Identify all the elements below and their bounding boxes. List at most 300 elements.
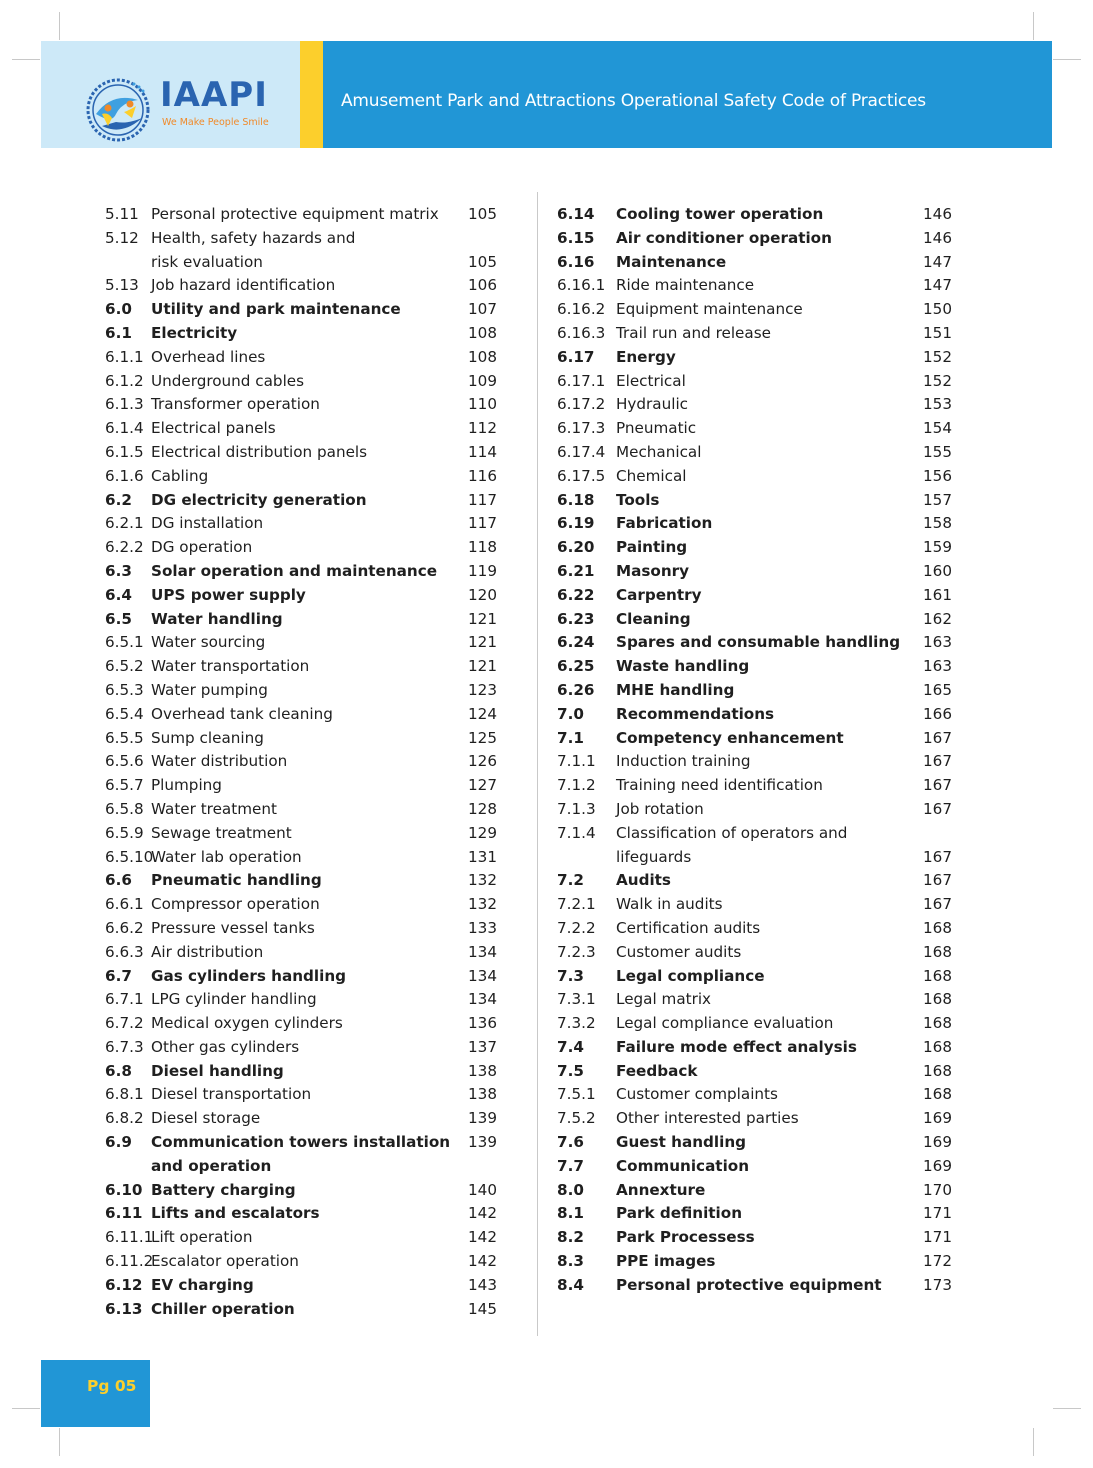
toc-entry-number: 6.8.2: [105, 1109, 144, 1128]
toc-entry[interactable]: [557, 274, 957, 298]
toc-entry-number: 5.13: [105, 276, 139, 295]
toc-entry-number: 8.3: [557, 1252, 584, 1271]
toc-entry[interactable]: [557, 1060, 957, 1084]
toc-entry[interactable]: [105, 1298, 505, 1322]
toc-entry-title: Compressor operation: [151, 895, 320, 914]
toc-entry[interactable]: [105, 941, 505, 965]
toc-entry-page: 167: [923, 799, 952, 818]
toc-entry-title: Chemical: [616, 466, 687, 485]
toc-entry-page: 133: [468, 918, 497, 937]
toc-entry-title: Personal protective equipment matrix: [151, 205, 439, 223]
toc-entry-title: Pneumatic handling: [151, 871, 322, 890]
toc-entry-number: 6.13: [105, 1299, 143, 1318]
toc-entry[interactable]: [557, 1036, 957, 1060]
toc-entry-page: 112: [468, 419, 497, 438]
toc-entry-title: Lifts and escalators: [151, 1204, 320, 1223]
toc-entry-number: 6.5.5: [105, 728, 144, 747]
toc-entry[interactable]: [557, 346, 957, 370]
toc-entry-number: 6.17.3: [557, 419, 606, 438]
toc-entry-title: Sump cleaning: [151, 728, 264, 747]
toc-entry-number: 6.14: [557, 205, 595, 223]
toc-entry-page: 163: [923, 657, 952, 676]
toc-entry-title: Cabling: [151, 466, 209, 485]
toc-entry-title: Lift operation: [151, 1228, 253, 1247]
toc-entry-page: 124: [468, 704, 497, 723]
toc-entry-title: Classification of operators and: [616, 823, 848, 842]
toc-entry[interactable]: [105, 417, 505, 441]
toc-entry-title: Water sourcing: [151, 633, 266, 652]
crop-mark: [59, 1428, 60, 1456]
toc-entry-title: Training need identification: [616, 776, 823, 795]
toc-entry[interactable]: [557, 512, 957, 536]
toc-entry[interactable]: [105, 203, 505, 227]
toc-entry-title: Diesel handling: [151, 1061, 284, 1080]
toc-entry-title: Diesel storage: [151, 1109, 261, 1128]
toc-entry-number: 6.17: [557, 347, 595, 366]
toc-entry[interactable]: [557, 893, 957, 917]
document-title: Amusement Park and Attractions Operational Safety Code of Practices: [341, 91, 926, 111]
toc-entry-title: Tools: [616, 490, 660, 509]
toc-entry-number: 7.2.1: [557, 895, 596, 914]
toc-entry[interactable]: [105, 536, 505, 560]
toc-entry[interactable]: [105, 512, 505, 536]
toc-entry-title: Mechanical: [616, 442, 702, 461]
toc-entry-page: 117: [468, 514, 497, 533]
toc-entry-number: 6.17.4: [557, 442, 606, 461]
toc-entry[interactable]: [105, 1107, 505, 1131]
toc-entry-number: 7.2.2: [557, 918, 596, 937]
toc-entry[interactable]: [557, 869, 957, 893]
toc-entry-page: 136: [468, 1014, 497, 1033]
toc-entry[interactable]: [557, 1131, 957, 1155]
toc-entry-page: 110: [468, 395, 497, 414]
toc-entry[interactable]: [557, 774, 957, 798]
toc-entry-number: 7.1.2: [557, 776, 596, 795]
toc-entry-title: Customer audits: [616, 942, 742, 961]
toc-entry-title: Water treatment: [151, 799, 277, 818]
toc-entry-number: 8.4: [557, 1275, 584, 1294]
toc-entry[interactable]: [557, 465, 957, 489]
toc-entry-title: Water pumping: [151, 680, 268, 699]
toc-entry[interactable]: [105, 655, 505, 679]
toc-entry-number: 8.0: [557, 1180, 584, 1199]
toc-entry[interactable]: [557, 1107, 957, 1131]
toc-entry[interactable]: [105, 1202, 505, 1226]
toc-entry-number: 6.2.1: [105, 514, 144, 533]
toc-entry-number: 7.5: [557, 1061, 584, 1080]
page-number: Pg 05: [87, 1377, 137, 1395]
toc-entry-page: 116: [468, 466, 497, 485]
toc-entry-title: Air conditioner operation: [616, 228, 832, 247]
toc-entry-title: Transformer operation: [151, 395, 320, 414]
toc-entry-page: 137: [468, 1037, 497, 1056]
toc-entry-page: 139: [468, 1109, 497, 1128]
toc-entry[interactable]: [105, 1250, 505, 1274]
toc-entry[interactable]: [105, 1012, 505, 1036]
toc-entry[interactable]: [557, 1012, 957, 1036]
toc-entry[interactable]: [105, 798, 505, 822]
toc-entry-title: Certification audits: [616, 918, 761, 937]
toc-entry-title: MHE handling: [616, 680, 735, 699]
toc-entry[interactable]: [105, 1036, 505, 1060]
toc-entry-title: Carpentry: [616, 585, 702, 604]
toc-entry[interactable]: [105, 846, 505, 870]
logo-tagline: We Make People Smile: [162, 117, 269, 128]
toc-entry-title: risk evaluation: [151, 252, 263, 271]
toc-entry-title: Cleaning: [616, 609, 691, 628]
toc-entry-page: 134: [468, 966, 497, 985]
toc-entry-number: 7.1.1: [557, 752, 596, 771]
toc-entry-number: 6.12: [105, 1275, 143, 1294]
toc-entry-page: 153: [923, 395, 952, 414]
toc-entry-page: 119: [468, 561, 497, 580]
toc-entry[interactable]: [105, 1226, 505, 1250]
toc-entry-title: Waste handling: [616, 657, 750, 676]
toc-entry[interactable]: [557, 441, 957, 465]
toc-entry[interactable]: [557, 489, 957, 513]
toc-entry[interactable]: [557, 917, 957, 941]
iaapi-logo-icon: [82, 74, 158, 142]
toc-entry-page: 152: [923, 347, 952, 366]
toc-entry-title: Personal protective equipment: [616, 1275, 882, 1294]
toc-entry-number: 6.24: [557, 633, 595, 652]
toc-entry-page: 126: [468, 752, 497, 771]
toc-entry[interactable]: [105, 322, 505, 346]
toc-entry[interactable]: [557, 1250, 957, 1274]
toc-entry-title: Annexture: [616, 1180, 706, 1199]
toc-entry[interactable]: [557, 251, 957, 275]
toc-entry-number: 6.11.2: [105, 1252, 154, 1271]
toc-entry-title: EV charging: [151, 1275, 254, 1294]
toc-entry-page: 131: [468, 847, 497, 866]
toc-entry-title: PPE images: [616, 1252, 716, 1271]
toc-entry-page: 109: [468, 371, 497, 390]
toc-entry-title: Spares and consumable handling: [616, 633, 901, 652]
toc-entry[interactable]: [105, 703, 505, 727]
toc-entry-number: 6.2.2: [105, 538, 144, 557]
toc-entry-number: 7.1.4: [557, 823, 596, 842]
toc-entry-number: 6.7.3: [105, 1037, 144, 1056]
toc-entry-number: 6.5.2: [105, 657, 144, 676]
toc-entry-title: Legal compliance: [616, 966, 765, 985]
toc-entry-page: 168: [923, 1014, 952, 1033]
toc-entry-number: 6.7: [105, 966, 132, 985]
toc-entry[interactable]: [105, 298, 505, 322]
toc-entry-title: Electrical: [616, 371, 686, 390]
toc-entry[interactable]: [105, 965, 505, 989]
toc-entry-title: Cooling tower operation: [616, 205, 824, 223]
toc-entry-number: 6.19: [557, 514, 595, 533]
toc-entry[interactable]: [105, 727, 505, 751]
toc-entry-number: 6.4: [105, 585, 132, 604]
toc-entry-page: 167: [923, 847, 952, 866]
toc-entry-page: 155: [923, 442, 952, 461]
toc-entry-number: 6.9: [105, 1133, 132, 1152]
toc-entry[interactable]: [557, 417, 957, 441]
toc-entry-page: 129: [468, 823, 497, 842]
toc-entry-page: 134: [468, 990, 497, 1009]
toc-entry-page: 173: [923, 1275, 952, 1294]
toc-entry-title: Walk in audits: [616, 895, 723, 914]
toc-entry-page: 159: [923, 538, 952, 557]
toc-entry-title: Escalator operation: [151, 1252, 299, 1271]
toc-entry-number: 8.2: [557, 1228, 584, 1247]
toc-entry-page: 105: [468, 205, 497, 223]
toc-entry-title: Underground cables: [151, 371, 305, 390]
toc-entry-title: Water handling: [151, 609, 283, 628]
toc-entry-title: Trail run and release: [616, 323, 771, 342]
toc-entry[interactable]: [105, 1155, 505, 1179]
toc-entry[interactable]: [105, 393, 505, 417]
toc-entry-number: 6.6.1: [105, 895, 144, 914]
crop-mark: [59, 12, 60, 40]
toc-entry[interactable]: [557, 1202, 957, 1226]
toc-entry-title: Chiller operation: [151, 1299, 295, 1318]
toc-entry-page: 118: [468, 538, 497, 557]
toc-entry-title: Competency enhancement: [616, 728, 844, 747]
toc-entry[interactable]: [557, 631, 957, 655]
toc-entry[interactable]: [557, 608, 957, 632]
toc-entry-number: 6.26: [557, 680, 595, 699]
toc-entry[interactable]: [557, 298, 957, 322]
toc-entry[interactable]: [105, 869, 505, 893]
toc-entry[interactable]: [105, 750, 505, 774]
toc-entry-number: 6.2: [105, 490, 132, 509]
toc-entry-page: 128: [468, 799, 497, 818]
crop-mark: [1053, 1408, 1081, 1409]
toc-entry-number: 7.7: [557, 1156, 584, 1175]
toc-entry-number: 6.16.2: [557, 300, 606, 319]
toc-entry-page: 114: [468, 442, 497, 461]
toc-entry-page: 140: [468, 1180, 497, 1199]
toc-entry[interactable]: [557, 679, 957, 703]
toc-entry[interactable]: [557, 798, 957, 822]
toc-entry-title: Communication: [616, 1156, 750, 1175]
toc-entry-page: 168: [923, 1037, 952, 1056]
toc-entry-title: Water transportation: [151, 657, 310, 676]
toc-entry-title: lifeguards: [616, 847, 692, 866]
toc-entry-number: 7.5.2: [557, 1109, 596, 1128]
toc-entry-number: 7.3.1: [557, 990, 596, 1009]
toc-entry[interactable]: [105, 631, 505, 655]
toc-entry[interactable]: [105, 584, 505, 608]
toc-entry-number: 7.3: [557, 966, 584, 985]
crop-mark: [12, 59, 40, 60]
toc-entry-page: 105: [468, 252, 497, 271]
toc-entry-page: 147: [923, 252, 952, 271]
toc-entry-number: 6.17.2: [557, 395, 606, 414]
toc-entry[interactable]: [557, 560, 957, 584]
toc-entry[interactable]: [557, 1155, 957, 1179]
toc-entry[interactable]: [557, 941, 957, 965]
toc-entry-page: 165: [923, 680, 952, 699]
toc-entry-page: 142: [468, 1252, 497, 1271]
toc-entry-page: 108: [468, 347, 497, 366]
toc-entry-number: 6.11.1: [105, 1228, 154, 1247]
toc-entry[interactable]: [105, 1083, 505, 1107]
toc-entry-number: 6.8.1: [105, 1085, 144, 1104]
toc-entry-title: Induction training: [616, 752, 751, 771]
toc-entry-number: 7.5.1: [557, 1085, 596, 1104]
toc-entry-page: 146: [923, 205, 952, 223]
crop-mark: [1033, 12, 1034, 40]
toc-entry-title: Park Processess: [616, 1228, 755, 1247]
toc-entry[interactable]: [105, 774, 505, 798]
toc-entry-page: 157: [923, 490, 952, 509]
toc-entry-page: 125: [468, 728, 497, 747]
toc-entry-title: Plumping: [151, 776, 222, 795]
toc-entry-number: 7.1: [557, 728, 584, 747]
toc-entry-title: Diesel transportation: [151, 1085, 312, 1104]
toc-entry-page: 107: [468, 300, 497, 319]
toc-entry-number: 6.1.5: [105, 442, 144, 461]
toc-entry[interactable]: [105, 917, 505, 941]
toc-entry-title: LPG cylinder handling: [151, 990, 317, 1009]
toc-entry-page: 169: [923, 1156, 952, 1175]
toc-entry-page: 168: [923, 918, 952, 937]
toc-entry-number: 6.7.2: [105, 1014, 144, 1033]
toc-entry-page: 163: [923, 633, 952, 652]
toc-entry-title: Audits: [616, 871, 671, 890]
toc-entry-number: 7.2.3: [557, 942, 596, 961]
toc-entry-number: 6.5.8: [105, 799, 144, 818]
toc-entry-page: 158: [923, 514, 952, 533]
toc-entry-title: UPS power supply: [151, 585, 306, 604]
toc-entry-page: 139: [468, 1133, 497, 1152]
toc-entry[interactable]: [557, 227, 957, 251]
toc-entry[interactable]: [557, 393, 957, 417]
toc-entry-page: 146: [923, 228, 952, 247]
toc-entry[interactable]: [557, 1226, 957, 1250]
toc-entry-number: 6.5.6: [105, 752, 144, 771]
toc-entry-title: Customer complaints: [616, 1085, 778, 1104]
toc-entry-title: Failure mode effect analysis: [616, 1037, 857, 1056]
toc-entry-number: 6.16: [557, 252, 595, 271]
toc-entry-title: Other gas cylinders: [151, 1037, 300, 1056]
toc-entry-title: Job hazard identification: [151, 276, 336, 295]
toc-entry-page: 168: [923, 942, 952, 961]
toc-entry[interactable]: [557, 750, 957, 774]
toc-entry-page: 154: [923, 419, 952, 438]
toc-entry[interactable]: [105, 441, 505, 465]
toc-entry-number: 6.1.3: [105, 395, 144, 414]
toc-entry-title: Pneumatic: [616, 419, 697, 438]
toc-entry[interactable]: [557, 370, 957, 394]
toc-entry[interactable]: [105, 1060, 505, 1084]
toc-entry[interactable]: [557, 584, 957, 608]
toc-entry[interactable]: [105, 227, 505, 251]
toc-entry-page: 142: [468, 1228, 497, 1247]
toc-entry-number: 6.5.1: [105, 633, 144, 652]
toc-entry-page: 117: [468, 490, 497, 509]
toc-column-left: [105, 203, 505, 1321]
toc-entry-title: Electricity: [151, 323, 238, 342]
toc-entry[interactable]: [557, 988, 957, 1012]
toc-entry-title: Air distribution: [151, 942, 264, 961]
toc-entry-number: 6.0: [105, 300, 132, 319]
toc-entry[interactable]: [105, 822, 505, 846]
crop-mark: [12, 1408, 40, 1409]
toc-entry[interactable]: [105, 988, 505, 1012]
toc-entry[interactable]: [557, 703, 957, 727]
toc-entry[interactable]: [105, 893, 505, 917]
toc-entry-title: Water distribution: [151, 752, 288, 771]
toc-entry-page: 151: [923, 323, 952, 342]
toc-entry-number: 6.16.3: [557, 323, 606, 342]
toc-entry-title: Communication towers installation: [151, 1133, 451, 1152]
toc-entry-title: Equipment maintenance: [616, 300, 803, 319]
toc-entry-number: 6.10: [105, 1180, 143, 1199]
toc-entry[interactable]: [557, 1083, 957, 1107]
toc-entry[interactable]: [105, 489, 505, 513]
toc-entry[interactable]: [557, 822, 957, 846]
toc-entry[interactable]: [557, 203, 957, 227]
toc-entry-number: 6.5: [105, 609, 132, 628]
toc-entry[interactable]: [557, 1274, 957, 1298]
toc-entry[interactable]: [105, 346, 505, 370]
toc-entry-page: 170: [923, 1180, 952, 1199]
toc-entry-page: 138: [468, 1061, 497, 1080]
toc-entry[interactable]: [105, 679, 505, 703]
toc-entry[interactable]: [105, 274, 505, 298]
toc-entry[interactable]: [557, 846, 957, 870]
toc-entry-title: Guest handling: [616, 1133, 747, 1152]
toc-entry[interactable]: [557, 1179, 957, 1203]
toc-entry-title: DG installation: [151, 514, 264, 533]
toc-entry[interactable]: [557, 655, 957, 679]
toc-entry-number: 6.1.2: [105, 371, 144, 390]
toc-entry-page: 171: [923, 1228, 952, 1247]
toc-entry-number: 6.20: [557, 538, 595, 557]
toc-entry[interactable]: [105, 560, 505, 584]
toc-entry[interactable]: [105, 251, 505, 275]
toc-entry-title: Battery charging: [151, 1180, 296, 1199]
toc-entry-page: 108: [468, 323, 497, 342]
toc-entry-page: 142: [468, 1204, 497, 1223]
toc-entry-page: 150: [923, 300, 952, 319]
toc-entry-page: 145: [468, 1299, 497, 1318]
toc-entry-number: 6.7.1: [105, 990, 144, 1009]
toc-entry[interactable]: [105, 370, 505, 394]
toc-entry-title: Masonry: [616, 561, 690, 580]
toc-entry-title: Fabrication: [616, 514, 713, 533]
toc-entry-page: 160: [923, 561, 952, 580]
toc-entry-number: 7.2: [557, 871, 584, 890]
toc-entry-page: 127: [468, 776, 497, 795]
toc-entry-number: 6.5.9: [105, 823, 144, 842]
toc-entry[interactable]: [557, 536, 957, 560]
toc-entry-page: 138: [468, 1085, 497, 1104]
toc-column-right: [557, 203, 957, 1298]
toc-entry-number: 6.16.1: [557, 276, 606, 295]
toc-entry-title: Gas cylinders handling: [151, 966, 346, 985]
toc-entry-page: 172: [923, 1252, 952, 1271]
toc-entry-page: 121: [468, 609, 497, 628]
toc-entry[interactable]: [557, 322, 957, 346]
toc-entry-title: Legal compliance evaluation: [616, 1014, 834, 1033]
toc-entry[interactable]: [105, 1274, 505, 1298]
crop-mark: [1053, 59, 1081, 60]
toc-entry[interactable]: [105, 465, 505, 489]
toc-entry[interactable]: [105, 1131, 505, 1155]
toc-entry-number: 6.1: [105, 323, 132, 342]
toc-entry[interactable]: [557, 727, 957, 751]
toc-entry[interactable]: [105, 608, 505, 632]
toc-entry[interactable]: [105, 1179, 505, 1203]
toc-entry[interactable]: [557, 965, 957, 989]
toc-entry-number: 7.1.3: [557, 799, 596, 818]
toc-entry-page: 132: [468, 895, 497, 914]
